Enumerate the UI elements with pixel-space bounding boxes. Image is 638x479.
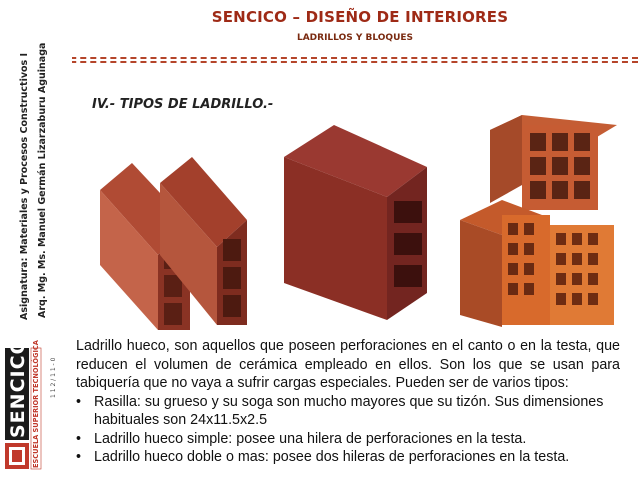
intro-paragraph: Ladrillo hueco, son aquellos que poseen perforaciones en el canto o en la testa, que reducen el volumen de cerámica empleado en ellos. Son los que se usan para tabiquería que no vaya a sufrir cargas especiales. Pueden ser de varios tipos: <box>76 338 620 391</box>
header-divider-bottom <box>0 61 638 63</box>
course-line: Asignatura: Materiales y Procesos Constructivos I <box>19 52 30 320</box>
header-divider-top <box>0 57 638 59</box>
author-line: Arq. Mg. Ms. Manuel Germán Lizarzaburu Aguinaga <box>37 42 48 318</box>
list-item: • Rasilla: su grueso y su soga son mucho mayores que su tizón. Sus dimensiones habituales son 24x11.5x2.5 <box>76 393 620 430</box>
logo-wordmark: SENCICO <box>7 337 29 438</box>
list-item: • Ladrillo hueco doble o mas: posee dos hileras de perforaciones en la testa. <box>76 448 620 467</box>
page-title: SENCICO – DISEÑO DE INTERIORES <box>211 8 509 26</box>
brick-block-front <box>460 200 614 327</box>
list-item: • Ladrillo hueco simple: posee una hilera de perforaciones en la testa. <box>76 430 620 449</box>
brick-type-list <box>76 393 620 467</box>
page-subtitle: LADRILLOS Y BLOQUES <box>296 33 414 43</box>
brick-six-hole <box>490 115 617 210</box>
body-text <box>76 337 620 467</box>
version-code: 1 1 2 / 1 1 - 0 <box>50 357 57 398</box>
section-title: IV.- TIPOS DE LADRILLO.- <box>92 97 274 112</box>
sidebar <box>0 0 72 479</box>
brick-hollow-dark <box>284 125 427 320</box>
school-label: ESCUELA SUPERIOR TECNOLÓGICA <box>32 340 40 468</box>
sencico-logo <box>3 328 69 473</box>
brick-photos <box>72 115 632 335</box>
